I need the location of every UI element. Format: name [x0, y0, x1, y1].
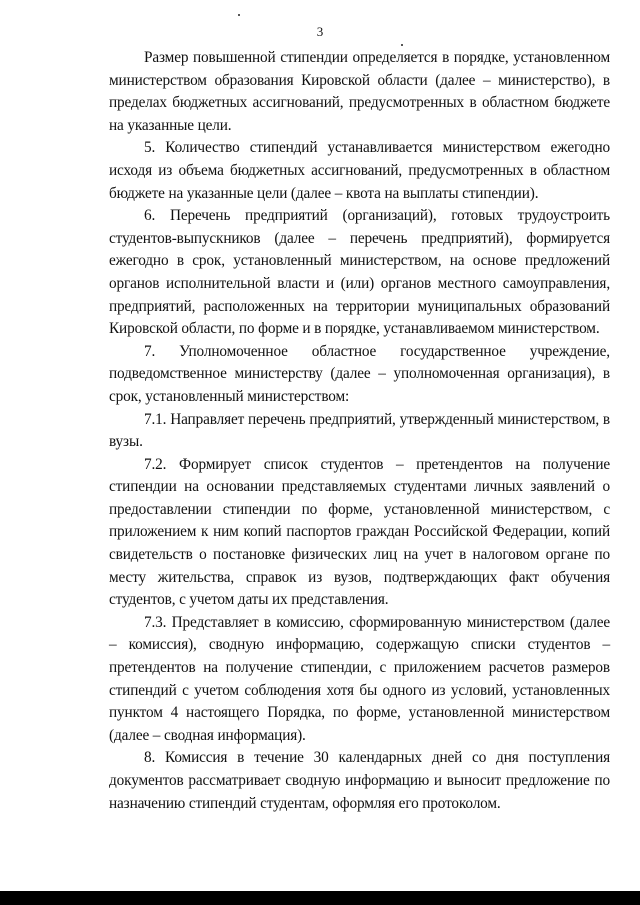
paragraph-8-commission: 8. Комиссия в течение 30 календарных дней со дня поступления документов рассматривает сводную информацию и выносит предложение по назначению стипендий студентам, оформляя его протоколом.: [109, 749, 610, 812]
paragraph-7-authorized-organization: 7. Уполномоченное областное государственное учреждение, подведомственное министерству (далее – уполномоченная организация), в срок, установленный министерством:: [109, 342, 610, 405]
paragraph-stipend-size: Размер повышенной стипендии определяется в порядке, установленном министерством образования Кировской области (далее – министерство), в пределах бюджетных ассигнований, предусмотренных в областном бюджете на указанные цели.: [109, 49, 610, 134]
scan-speck: [238, 14, 240, 16]
paragraph-6-enterprise-list: 6. Перечень предприятий (организаций), готовых трудоустроить студентов-выпускников (далее – перечень предприятий), формируется ежегодно в срок, установленный министерством, на основе предложений органов исполнительной власти и (или) органов местного самоуправления, предприятий, расположенных на территории муниципальных образований Кировской области, по форме и в порядке, устанавливаемом министерством.: [109, 207, 610, 338]
scan-bottom-edge: [0, 891, 640, 905]
paragraph-5-stipend-quota: 5. Количество стипендий устанавливается министерством ежегодно исходя из объема бюджетных ассигнований, предусмотренных в областном бюджете на указанные цели (далее – квота на выплаты стипендии).: [109, 139, 610, 202]
document-body: [109, 47, 610, 815]
paragraph-7-2: 7.2. Формирует список студентов – претендентов на получение стипендии на основании представляемых студентами личных заявлений о предоставлении стипендии по форме, установленной министерством, с приложением к ним копий паспортов граждан Российской Федерации, копий свидетельств о постановке физических лиц на учет в налоговом органе по месту жительства, справок из вузов, подтверждающих факт обучения студентов, с учетом даты их представления.: [109, 455, 610, 609]
paragraph-7-3: 7.3. Представляет в комиссию, сформированную министерством (далее – комиссия), сводную информацию, содержащую списки студентов – претендентов на получение стипендии, с приложением расчетов размеров стипендий с учетом соблюдения хотя бы одного из условий, установленных пунктом 4 настоящего Порядка, по форме, установленной министерством (далее – сводная информация).: [109, 613, 610, 744]
paragraph-7-1: 7.1. Направляет перечень предприятий, утвержденный министерством, в вузы.: [109, 410, 610, 451]
page-number: 3: [316, 24, 324, 39]
scan-speck: [401, 44, 403, 46]
